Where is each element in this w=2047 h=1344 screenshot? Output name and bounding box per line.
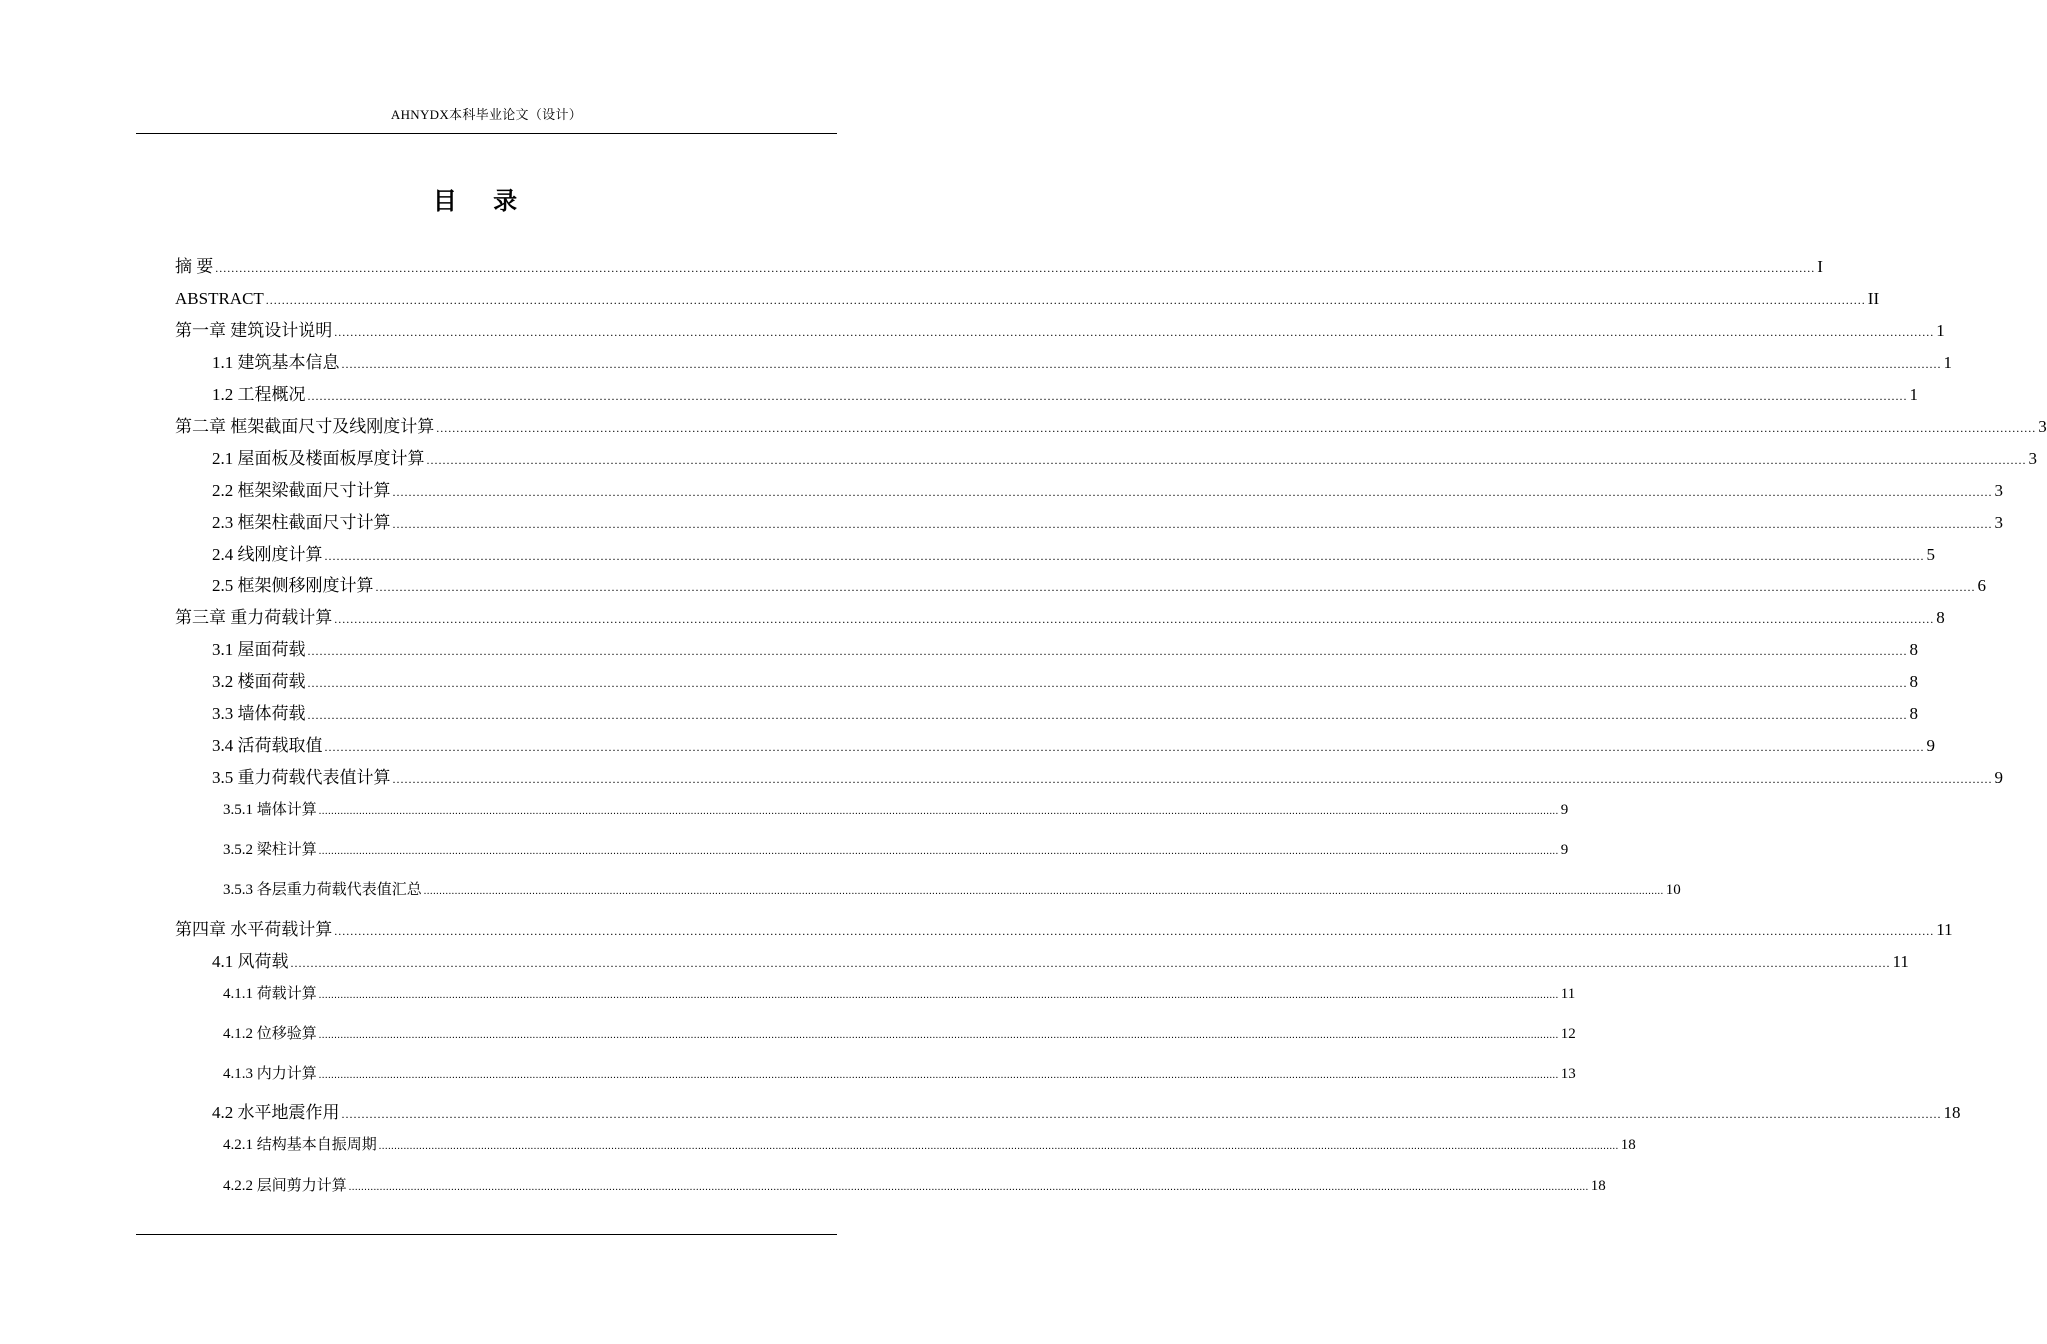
toc-entry-label: 4.1.2 位移验算 [223, 1026, 317, 1042]
toc-leader-dots: ................................................................................................................................................................................................................................................................................................................................................................................................................ [307, 676, 1908, 690]
toc-leader-dots: ................................................................................................................................................................................................................................................................................................................................................................................................................ [318, 806, 1559, 817]
toc-entry-label: 3.5 重力荷载代表值计算 [212, 768, 391, 787]
toc-leader-dots: ................................................................................................................................................................................................................................................................................................................................................................................................................ [307, 389, 1908, 403]
toc-leader-dots: ................................................................................................................................................................................................................................................................................................................................................................................................................ [324, 740, 1925, 754]
toc-entry[interactable] [223, 1063, 1576, 1085]
toc-leader-dots: ................................................................................................................................................................................................................................................................................................................................................................................................................ [290, 956, 1891, 970]
toc-entry[interactable] [175, 320, 1945, 342]
toc-entry-label: 3.1 屋面荷载 [212, 640, 306, 659]
toc-leader-dots: ................................................................................................................................................................................................................................................................................................................................................................................................................ [426, 453, 2027, 467]
toc-leader-dots: ................................................................................................................................................................................................................................................................................................................................................................................................................ [334, 612, 1935, 626]
toc-entry-label: 3.2 楼面荷载 [212, 672, 306, 691]
toc-entry-page: 10 [1665, 882, 1681, 898]
toc-entry[interactable] [212, 384, 1918, 406]
toc-leader-dots: ................................................................................................................................................................................................................................................................................................................................................................................................................ [318, 846, 1559, 857]
toc-entry-label: 2.1 屋面板及楼面板厚度计算 [212, 449, 425, 468]
toc-entry-label: 2.2 框架梁截面尺寸计算 [212, 481, 391, 500]
toc-entry[interactable] [212, 448, 2037, 470]
toc-entry[interactable] [212, 352, 1952, 374]
toc-entry[interactable] [223, 1134, 1636, 1156]
toc-leader-dots: ................................................................................................................................................................................................................................................................................................................................................................................................................ [318, 990, 1559, 1001]
toc-leader-dots: ................................................................................................................................................................................................................................................................................................................................................................................................................ [334, 924, 1935, 938]
toc-entry[interactable] [212, 480, 2003, 502]
toc-entry-page: 8 [1936, 608, 1945, 627]
page-header: AHNYDX本科毕业论文（设计） [390, 107, 583, 122]
toc-entry-label: 4.2.2 层间剪力计算 [223, 1178, 347, 1194]
toc-entry-label: 摘 要 [175, 257, 214, 276]
toc-entry[interactable] [223, 799, 1569, 821]
toc-entry-page: 9 [1560, 802, 1569, 818]
toc-entry[interactable] [212, 639, 1918, 661]
toc-entry-label: 3.3 墙体荷载 [212, 704, 306, 723]
toc-entry[interactable] [212, 703, 1918, 725]
toc-entry-page: 11 [1560, 986, 1576, 1002]
toc-title: 目 录 [432, 187, 532, 215]
toc-leader-dots: ................................................................................................................................................................................................................................................................................................................................................................................................................ [324, 549, 1925, 563]
toc-leader-dots: ................................................................................................................................................................................................................................................................................................................................................................................................................ [392, 517, 1993, 531]
toc-leader-dots: ................................................................................................................................................................................................................................................................................................................................................................................................................ [318, 1070, 1559, 1081]
toc-entry-label: 2.5 框架侧移刚度计算 [212, 576, 374, 595]
toc-entry-label: 4.1 风荷载 [212, 952, 289, 971]
toc-entry-label: 4.1.3 内力计算 [223, 1066, 317, 1082]
toc-entry[interactable] [212, 951, 1909, 973]
toc-leader-dots: ................................................................................................................................................................................................................................................................................................................................................................................................................ [341, 1107, 1942, 1121]
toc-entry-page: 8 [1909, 672, 1918, 691]
toc-leader-dots: ................................................................................................................................................................................................................................................................................................................................................................................................................ [392, 772, 1993, 786]
toc-entry-label: 第四章 水平荷载计算 [175, 920, 333, 939]
toc-entry-page: 18 [1590, 1178, 1606, 1194]
toc-entry-label: 1.1 建筑基本信息 [212, 353, 340, 372]
toc-leader-dots: ................................................................................................................................................................................................................................................................................................................................................................................................................ [341, 357, 1942, 371]
toc-entry-label: 第三章 重力荷载计算 [175, 608, 333, 627]
toc-entry-page: 9 [1926, 736, 1935, 755]
toc-entry-page: 3 [2028, 449, 2037, 468]
toc-entry-label: 第二章 框架截面尺寸及线刚度计算 [175, 417, 435, 436]
toc-entry[interactable] [223, 879, 1681, 901]
toc-entry[interactable] [175, 256, 1823, 278]
toc-entry-label: 3.4 活荷载取值 [212, 736, 323, 755]
toc-entry[interactable] [212, 575, 1986, 597]
toc-entry-page: 11 [1936, 920, 1953, 939]
toc-entry[interactable] [212, 1102, 1961, 1124]
toc-entry-label: 2.3 框架柱截面尺寸计算 [212, 513, 391, 532]
toc-entry-page: 6 [1977, 576, 1986, 595]
toc-entry[interactable] [223, 983, 1576, 1005]
toc-entry-page: 1 [1936, 321, 1945, 340]
toc-entry[interactable] [175, 416, 2047, 438]
toc-entry-page: 18 [1943, 1103, 1961, 1122]
toc-entry[interactable] [223, 1023, 1576, 1045]
toc-entry-page: 8 [1909, 640, 1918, 659]
toc-entry-page: 3 [2038, 417, 2047, 436]
toc-entry-page: 5 [1926, 545, 1935, 564]
toc-leader-dots: ................................................................................................................................................................................................................................................................................................................................................................................................................ [318, 1030, 1559, 1041]
toc-entry-label: 第一章 建筑设计说明 [175, 321, 333, 340]
toc-leader-dots: ................................................................................................................................................................................................................................................................................................................................................................................................................ [436, 421, 2037, 435]
toc-entry-label: 4.1.1 荷载计算 [223, 986, 317, 1002]
toc-entry[interactable] [175, 288, 1880, 310]
toc-entry-page: 1 [1943, 353, 1952, 372]
toc-entry-page: 8 [1909, 704, 1918, 723]
toc-entry-page: I [1817, 257, 1823, 276]
toc-entry-label: 1.2 工程概况 [212, 385, 306, 404]
toc-entry[interactable] [212, 671, 1918, 693]
toc-entry-page: 13 [1560, 1066, 1576, 1082]
footer-rule [136, 1234, 837, 1235]
toc-entry[interactable] [212, 544, 1935, 566]
toc-entry-label: 2.4 线刚度计算 [212, 545, 323, 564]
toc-entry-page: 12 [1560, 1026, 1576, 1042]
toc-entry-page: 3 [1994, 481, 2003, 500]
toc-leader-dots: ................................................................................................................................................................................................................................................................................................................................................................................................................ [334, 325, 1935, 339]
toc-entry[interactable] [175, 919, 1953, 941]
toc-entry[interactable] [212, 767, 2003, 789]
toc-entry-page: 9 [1994, 768, 2003, 787]
toc-entry-label: ABSTRACT [175, 289, 264, 308]
toc-entry-label: 3.5.2 梁柱计算 [223, 842, 317, 858]
toc-entry-label: 4.2.1 结构基本自振周期 [223, 1137, 377, 1153]
toc-leader-dots: ................................................................................................................................................................................................................................................................................................................................................................................................................ [375, 580, 1976, 594]
toc-leader-dots: ................................................................................................................................................................................................................................................................................................................................................................................................................ [307, 708, 1908, 722]
toc-entry[interactable] [175, 607, 1945, 629]
toc-entry-label: 3.5.3 各层重力荷载代表值汇总 [223, 882, 422, 898]
toc-entry[interactable] [212, 512, 2003, 534]
toc-entry-page: 3 [1994, 513, 2003, 532]
toc-entry-label: 3.5.1 墙体计算 [223, 802, 317, 818]
toc-entry[interactable] [212, 735, 1935, 757]
toc-leader-dots: ................................................................................................................................................................................................................................................................................................................................................................................................................ [265, 293, 1866, 307]
toc-leader-dots: ................................................................................................................................................................................................................................................................................................................................................................................................................ [348, 1182, 1589, 1193]
toc-entry-page: 1 [1909, 385, 1918, 404]
toc-entry-page: 18 [1620, 1137, 1636, 1153]
toc-leader-dots: ................................................................................................................................................................................................................................................................................................................................................................................................................ [307, 644, 1908, 658]
toc-entry-page: II [1867, 289, 1880, 308]
toc-entry[interactable] [223, 1175, 1606, 1197]
toc-leader-dots: ................................................................................................................................................................................................................................................................................................................................................................................................................ [378, 1141, 1619, 1152]
toc-entry-page: 11 [1892, 952, 1909, 971]
toc-entry-label: 4.2 水平地震作用 [212, 1103, 340, 1122]
toc-entry-page: 9 [1560, 842, 1569, 858]
toc-leader-dots: ................................................................................................................................................................................................................................................................................................................................................................................................................ [423, 886, 1664, 897]
toc-entry[interactable] [223, 839, 1569, 861]
toc-leader-dots: ................................................................................................................................................................................................................................................................................................................................................................................................................ [392, 485, 1993, 499]
toc-leader-dots: ................................................................................................................................................................................................................................................................................................................................................................................................................ [215, 261, 1816, 275]
